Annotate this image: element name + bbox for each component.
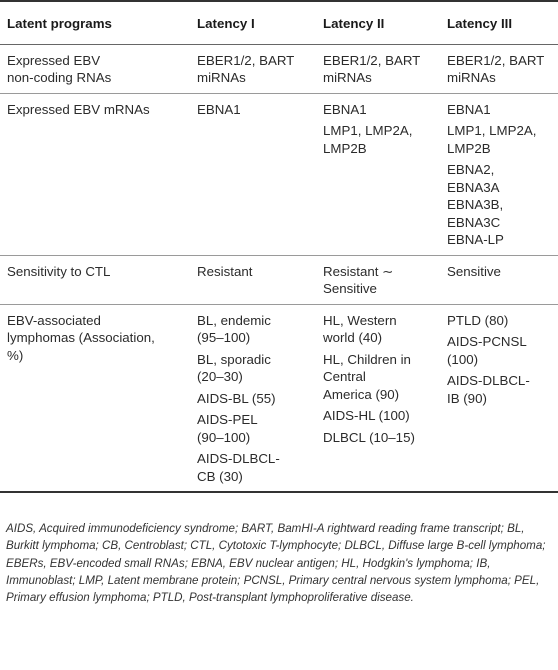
cell-entry-line: Resistant [197, 263, 253, 279]
cell-entry-line: EBNA1 [197, 101, 241, 117]
row-label-line: Expressed EBV [7, 52, 101, 68]
table-cell [190, 93, 316, 255]
cell-entry-line: EBNA3B, [447, 197, 504, 212]
table-cell [440, 255, 558, 304]
cell-entry-line: AIDS-BL (55) [197, 390, 276, 406]
cell-entry-line: DLBCL (10–15) [323, 429, 415, 445]
cell-entry-line: (90–100) [197, 429, 251, 445]
row-label [0, 93, 190, 255]
row-label-line: %) [7, 347, 24, 363]
cell-entry-line: (95–100) [197, 330, 251, 345]
table-cell [316, 304, 440, 492]
cell-entry-line: miRNAs [197, 70, 246, 85]
header-latency-2: Latency II [316, 1, 440, 44]
header-latent-programs: Latent programs [0, 1, 190, 44]
cell-entry-line: Resistant ∼ [323, 263, 394, 279]
table-cell [316, 44, 440, 93]
cell-entry-line: Sensitive [323, 281, 377, 296]
cell-entry-line: EBNA-LP [447, 232, 504, 247]
cell-entry-line: LMP2B [323, 140, 367, 156]
cell-entry-line: AIDS-PEL [197, 412, 258, 427]
cell-entry-line: (20–30) [197, 369, 243, 384]
cell-entry-line: EBNA3C [447, 214, 501, 230]
header-latency-3: Latency III [440, 1, 558, 44]
table-cell [190, 255, 316, 304]
cell-entry-line: miRNAs [447, 70, 496, 85]
table-cell [440, 93, 558, 255]
header-row [0, 1, 558, 44]
cell-entry-line: AIDS-DLBCL- [447, 373, 530, 388]
table-cell [440, 304, 558, 492]
table-body [0, 44, 558, 492]
row-label [0, 304, 190, 492]
cell-entry-line: LMP1, LMP2A, [323, 123, 413, 138]
table-row [0, 44, 558, 93]
row-label-line: lymphomas (Association, [7, 330, 155, 345]
cell-entry-line: LMP2B [447, 140, 491, 156]
cell-entry-line: PTLD (80) [447, 312, 509, 328]
cell-entry-line: AIDS-HL (100) [323, 408, 410, 423]
cell-entry-line: EBER1/2, BART [323, 52, 421, 68]
cell-entry-line: EBNA3A [447, 179, 500, 195]
cell-entry-line: LMP1, LMP2A, [447, 123, 537, 138]
cell-entry-line: BL, endemic [197, 312, 271, 328]
table-cell [190, 304, 316, 492]
cell-entry-line: America (90) [323, 386, 400, 402]
cell-entry-line: IB (90) [447, 390, 487, 406]
cell-entry-line: HL, Western [323, 312, 397, 328]
cell-entry-line: EBNA1 [323, 101, 367, 117]
header-latency-1: Latency I [190, 1, 316, 44]
cell-entry-line: EBER1/2, BART [197, 52, 295, 68]
cell-entry-line: BL, sporadic [197, 351, 271, 367]
table-cell [190, 44, 316, 93]
table-cell [316, 93, 440, 255]
cell-entry-line: world (40) [323, 330, 383, 345]
cell-entry-line: HL, Children in [323, 351, 411, 367]
table-row [0, 93, 558, 255]
cell-entry-line: EBNA2, [447, 162, 495, 177]
row-label-line: Expressed EBV mRNAs [7, 101, 150, 117]
row-label [0, 255, 190, 304]
cell-entry-line: AIDS-DLBCL- [197, 451, 280, 466]
cell-entry-line: Central [323, 369, 366, 384]
cell-entry-line: miRNAs [323, 70, 372, 85]
table-cell [440, 44, 558, 93]
cell-entry-line: CB (30) [197, 468, 243, 484]
row-label-line: Sensitivity to CTL [7, 263, 111, 279]
cell-entry-line: Sensitive [447, 263, 501, 279]
cell-entry-line: EBER1/2, BART [447, 52, 545, 68]
cell-entry-line: AIDS-PCNSL [447, 334, 527, 349]
cell-entry-line: EBNA1 [447, 101, 491, 117]
table-footnote: AIDS, Acquired immunodeficiency syndrome; BART, BamHI-A rightward reading frame transcript; BL, Burkitt lymphoma; CB, Centroblast; CTL, Cytotoxic T-lymphocyte; DLBCL, Diffuse large B-cell lymphoma; EBERs, EBV-encoded small RNAs; EBNA, EBV nuclear antigen; HL, Hodgkin's lymphoma; IB, Immunoblast; LMP, Latent membrane protein; PCNSL, Primary central nervous system lymphoma; PEL, Primary effusion lymphoma; PTLD, Post-transplant lymphoproliferative disease. [6, 522, 546, 605]
row-label [0, 44, 190, 93]
cell-entry-line: (100) [447, 351, 479, 367]
table-cell [316, 255, 440, 304]
row-label-line: non-coding RNAs [7, 70, 112, 85]
table-row [0, 255, 558, 304]
row-label-line: EBV-associated [7, 312, 101, 328]
table-row [0, 304, 558, 492]
